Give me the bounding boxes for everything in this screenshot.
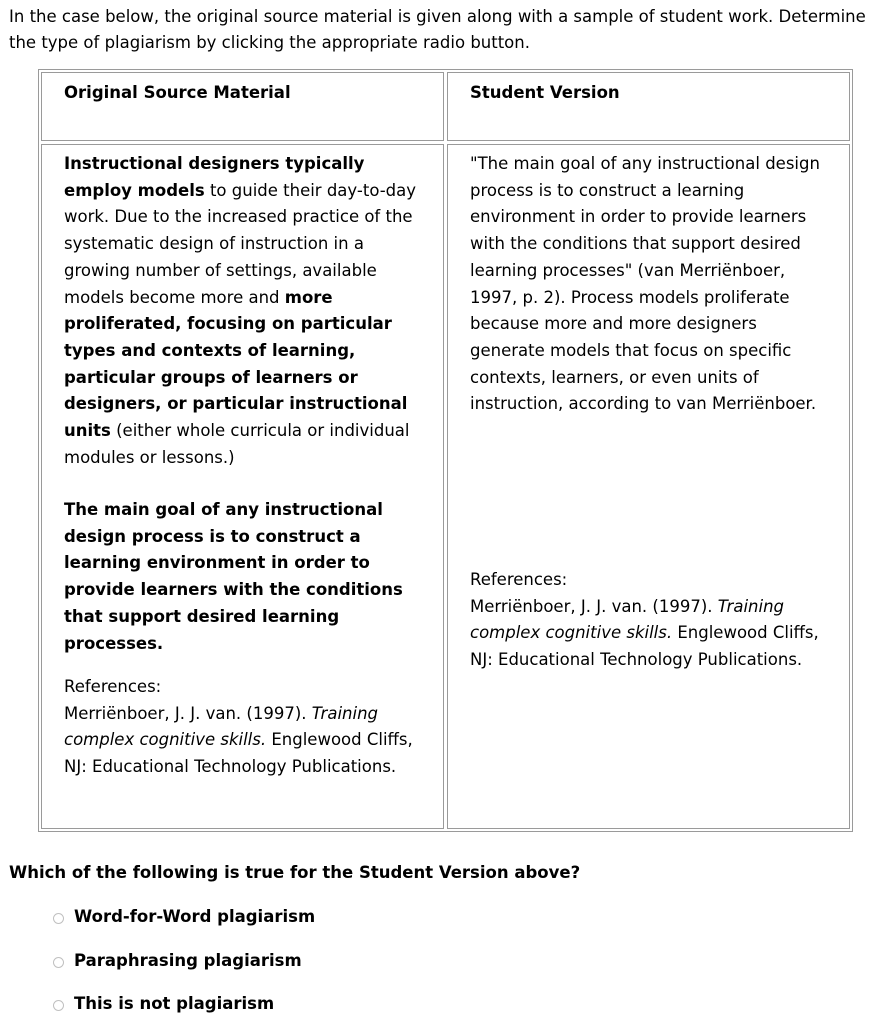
student-reference-title: Training complex cognitive skills. — [470, 596, 784, 643]
radio-button-paraphrasing[interactable] — [53, 957, 64, 968]
original-paragraph-1 — [64, 151, 424, 471]
original-references — [64, 674, 424, 781]
radio-button-word-for-word[interactable] — [53, 913, 64, 924]
option-label-word-for-word[interactable]: Word-for-Word plagiarism — [74, 907, 316, 926]
original-reference-author: Merriënboer, J. J. van. (1997). — [64, 703, 312, 723]
student-paragraph: "The main goal of any instructional design process is to construct a learning environment in order to provide learners with the conditions that support desired learning processes" (van Merriënboer, 1997, p. 2). Process models proliferate because more and more designers generate models that focus on specific contexts, learners, or even units of instruction, according to van Merriënboer. — [470, 154, 820, 414]
student-references-label: References: — [470, 570, 568, 589]
instructions-text: In the case below, the original source material is given along with a sample of student work. Determine the type of plagiarism by clicking the appropriate radio button. — [9, 7, 866, 52]
student-version-header: Student Version — [470, 83, 620, 102]
option-paraphrasing[interactable] — [53, 948, 302, 974]
original-bold-text-2: more proliferated, focusing on particular types and contexts of learning, particular groups of learners or designers, or particular instructional units — [64, 287, 408, 441]
original-normal-text-1: to guide their day-to-day work. Due to the increased practice of the systematic design of instruction in a growing number of settings, available models become more and — [64, 180, 417, 307]
student-references — [470, 567, 830, 674]
original-paragraph-2: The main goal of any instructional design process is to construct a learning environment in order to provide learners with the conditions that support desired learning processes. — [64, 500, 403, 653]
radio-button-not-plagiarism[interactable] — [53, 1000, 64, 1011]
original-bold-text-1: Instructional designers typically employ models — [64, 154, 365, 200]
original-reference-title: Training complex cognitive skills. — [64, 703, 378, 750]
original-source-header: Original Source Material — [64, 83, 291, 102]
option-not-plagiarism[interactable] — [53, 991, 274, 1017]
original-references-label: References: — [64, 677, 162, 696]
option-word-for-word[interactable] — [53, 904, 315, 930]
original-reference-publisher: Englewood Cliffs, NJ: Educational Technology Publications. — [64, 730, 413, 777]
student-reference-author: Merriënboer, J. J. van. (1997). — [470, 596, 718, 616]
student-reference-publisher: Englewood Cliffs, NJ: Educational Technology Publications. — [470, 623, 819, 670]
option-label-not-plagiarism[interactable]: This is not plagiarism — [74, 994, 275, 1013]
question-text: Which of the following is true for the Student Version above? — [9, 863, 581, 882]
option-label-paraphrasing[interactable]: Paraphrasing plagiarism — [74, 951, 302, 970]
original-normal-text-2: (either whole curricula or individual modules or lessons.) — [64, 421, 410, 467]
